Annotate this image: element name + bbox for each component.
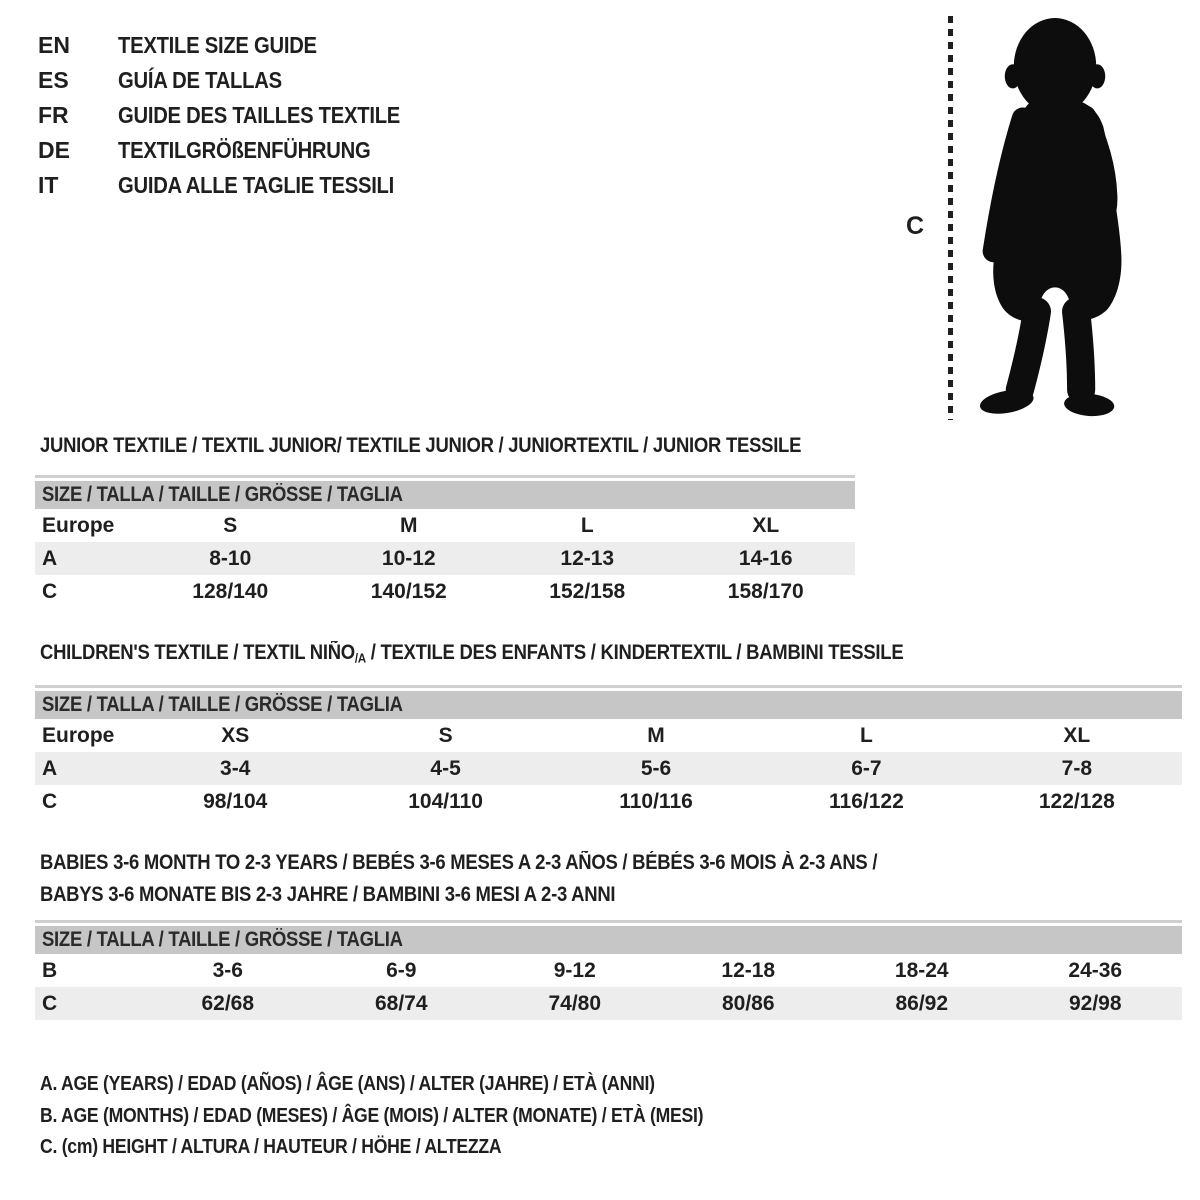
table-row (35, 509, 855, 542)
guide-title: GUÍA DE TALLAS (118, 67, 282, 93)
age-cell: 4-5 (430, 757, 461, 780)
height-cell: 104/110 (408, 790, 483, 813)
height-cell: 86/92 (895, 992, 949, 1015)
guide-title: GUIDA ALLE TAGLIE TESSILI (118, 172, 395, 198)
age-cell: 6-7 (851, 757, 882, 780)
table-row (35, 542, 855, 575)
height-cell: 140/152 (370, 580, 447, 603)
row-label: Europe (42, 514, 115, 537)
age-cell: 3-6 (212, 959, 243, 982)
language-code: DE (38, 137, 70, 163)
row-label: C (42, 580, 58, 603)
size-header-bar: SIZE / TALLA / TAILLE / GRÖSSE / TAGLIA (35, 481, 855, 509)
age-cell: 12-18 (721, 959, 776, 982)
size-cell: M (400, 514, 418, 537)
language-code: ES (38, 67, 69, 93)
guide-title: GUIDE DES TAILLES TEXTILE (118, 102, 401, 128)
height-cell: 128/140 (192, 580, 269, 603)
language-code: EN (38, 32, 70, 58)
size-cell: S (223, 514, 238, 537)
height-cell: 152/158 (549, 580, 626, 603)
size-cell: XL (1063, 724, 1091, 747)
size-cell: L (860, 724, 873, 747)
height-measure-dashed-line (948, 16, 953, 420)
row-label: Europe (42, 724, 115, 747)
language-row (38, 28, 439, 63)
legend-item-c: C. (cm) HEIGHT / ALTURA / HAUTEUR / HÖHE / ALTEZZA (40, 1136, 502, 1158)
height-cell: 98/104 (203, 790, 268, 813)
row-label: A (42, 547, 58, 570)
table-row (35, 752, 1182, 785)
height-cell: 80/86 (721, 992, 775, 1015)
toddler-silhouette-icon (962, 14, 1146, 422)
age-cell: 10-12 (381, 547, 436, 570)
height-cell: 68/74 (374, 992, 428, 1015)
table-row (35, 954, 1182, 987)
age-cell: 6-9 (386, 959, 417, 982)
table-row (35, 575, 855, 608)
height-cell: 74/80 (548, 992, 602, 1015)
children-section-title: CHILDREN'S TEXTILE / TEXTIL $NIÑO_{/A}$ / TEXTILE DES ENFANTS / KINDERTEXTIL / BAMBINI TESSILE (40, 641, 904, 666)
language-row (38, 63, 439, 98)
height-cell: 158/170 (727, 580, 804, 603)
language-code: IT (38, 172, 59, 198)
age-cell: 18-24 (894, 959, 949, 982)
age-cell: 12-13 (560, 547, 615, 570)
children-size-table (35, 691, 1182, 818)
age-cell: 8-10 (209, 547, 252, 570)
size-cell: XL (752, 514, 780, 537)
row-label: A (42, 757, 58, 780)
language-row (38, 98, 439, 133)
age-cell: 24-36 (1068, 959, 1123, 982)
guide-title: TEXTILE SIZE GUIDE (118, 32, 317, 58)
row-label: B (42, 959, 58, 982)
measure-legend (40, 1069, 794, 1164)
language-title-list (38, 28, 439, 203)
language-row (38, 133, 439, 168)
table-row (35, 719, 1182, 752)
language-code: FR (38, 102, 69, 128)
size-header-bar: SIZE / TALLA / TAILLE / GRÖSSE / TAGLIA (35, 926, 1182, 954)
height-cell: 62/68 (201, 992, 255, 1015)
babies-size-table (35, 926, 1182, 1020)
table-row (35, 987, 1182, 1020)
height-cell: 122/128 (1038, 790, 1115, 813)
table-row (35, 785, 1182, 818)
age-cell: 14-16 (738, 547, 793, 570)
legend-item-a: A. AGE (YEARS) / EDAD (AÑOS) / ÂGE (ANS) / ALTER (JAHRE) / ETÀ (ANNI) (40, 1073, 655, 1095)
height-cell: 92/98 (1068, 992, 1122, 1015)
nino-a-subscript: /A (354, 650, 366, 666)
age-cell: 9-12 (553, 959, 596, 982)
age-cell: 5-6 (640, 757, 672, 780)
guide-title: TEXTILGRÖßENFÜHRUNG (118, 137, 371, 163)
junior-section-title: JUNIOR TEXTILE / TEXTIL JUNIOR/ TEXTILE JUNIOR / JUNIORTEXTIL / JUNIOR TESSILE (40, 434, 802, 457)
babies-section-title-line2: BABYS 3-6 MONATE BIS 2-3 JAHRE / BAMBINI 3-6 MESI A 2-3 ANNI (40, 883, 616, 906)
row-label: C (42, 790, 58, 813)
legend-item-b: B. AGE (MONTHS) / EDAD (MESES) / ÂGE (MOIS) / ALTER (MONATE) / ETÀ (MESI) (40, 1104, 704, 1127)
language-row (38, 168, 439, 203)
age-cell: 3-4 (220, 757, 251, 780)
size-cell: L (580, 514, 594, 537)
height-cell: 110/116 (619, 790, 693, 813)
babies-section-title-line1: BABIES 3-6 MONTH TO 2-3 YEARS / BEBÉS 3-6 MESES A 2-3 AÑOS / BÉBÉS 3-6 MOIS À 2-3 ANS / (40, 851, 878, 874)
age-cell: 7-8 (1061, 757, 1092, 780)
row-label: C (42, 992, 58, 1015)
size-cell: S (438, 724, 453, 747)
size-cell: M (647, 724, 665, 747)
junior-size-table (35, 481, 855, 608)
height-cell: 116/122 (829, 790, 904, 813)
size-header-bar: SIZE / TALLA / TAILLE / GRÖSSE / TAGLIA (35, 691, 1182, 719)
size-cell: XS (221, 724, 250, 747)
height-measure-label: C (906, 212, 925, 240)
